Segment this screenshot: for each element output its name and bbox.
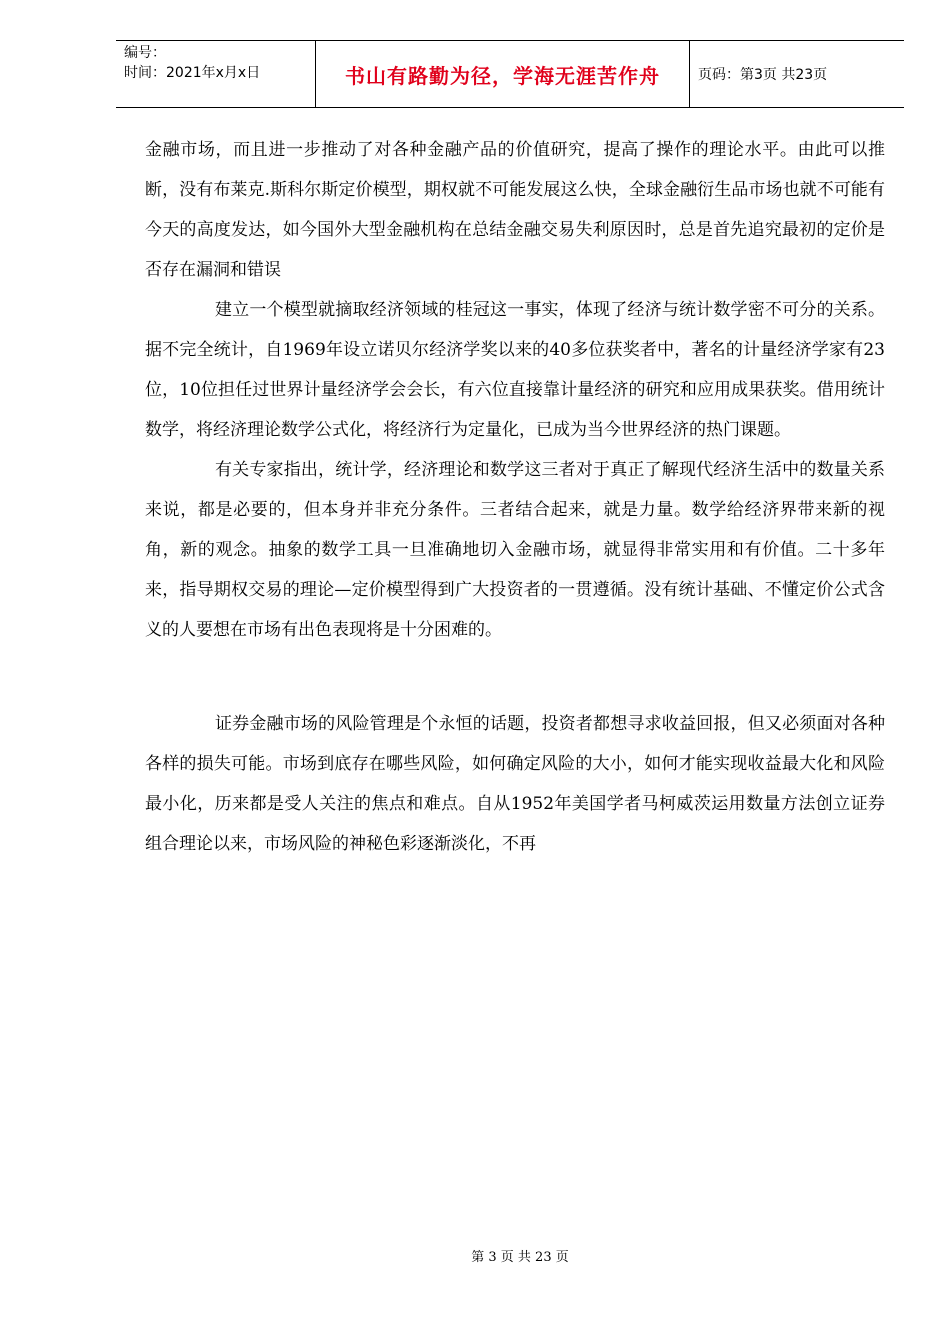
document-time-label: 时间：2021年x月x日 bbox=[124, 65, 261, 81]
paragraph-2: 建立一个模型就摘取经济领域的桂冠这一事实，体现了经济与统计数学密不可分的关系。据不完全统计，自1969年设立诺贝尔经济学奖以来的40多位获奖者中，著名的计量经济学家有23位，10位担任过世界计量经济学会会长，有六位直接靠计量经济的研究和应用成果获奖。借用统计数学，将经济理论数学公式化，将经济行为定量化，已成为当今世界经济的热门课题。 bbox=[145, 300, 885, 440]
document-code-label: 编号： bbox=[124, 45, 166, 61]
header-motto: 书山有路勤为径，学海无涯苦作舟 bbox=[316, 41, 690, 107]
page-header bbox=[116, 40, 904, 108]
header-meta bbox=[116, 41, 316, 107]
paragraph-1: 金融市场，而且进一步推动了对各种金融产品的价值研究，提高了操作的理论水平。由此可以推断，没有布莱克.斯科尔斯定价模型，期权就不可能发展这么快，全球金融衍生品市场也就不可能有今天的高度发达，如今国外大型金融机构在总结金融交易失利原因时，总是首先追究最初的定价是否存在漏洞和错误 bbox=[145, 140, 885, 280]
paragraph-3: 有关专家指出，统计学，经济理论和数学这三者对于真正了解现代经济生活中的数量关系来说，都是必要的，但本身并非充分条件。三者结合起来，就是力量。数学给经济界带来新的视角，新的观念。抽象的数学工具一旦准确地切入金融市场，就显得非常实用和有价值。二十多年来，指导期权交易的理论—定价模型得到广大投资者的一贯遵循。没有统计基础、不懂定价公式含义的人要想在市场有出色表现将是十分困难的。 bbox=[145, 460, 885, 640]
page-footer: 第 3 页 共 23 页 bbox=[471, 1250, 569, 1265]
document-body bbox=[145, 130, 885, 864]
paragraph-4: 证券金融市场的风险管理是个永恒的话题，投资者都想寻求收益回报，但又必须面对各种各样的损失可能。市场到底存在哪些风险，如何确定风险的大小，如何才能实现收益最大化和风险最小化，历来都是受人关注的焦点和难点。自从1952年美国学者马柯威茨运用数量方法创立证券组合理论以来，市场风险的神秘色彩逐渐淡化，不再 bbox=[145, 714, 885, 854]
header-page-number: 页码：第3页 共23页 bbox=[698, 67, 828, 83]
